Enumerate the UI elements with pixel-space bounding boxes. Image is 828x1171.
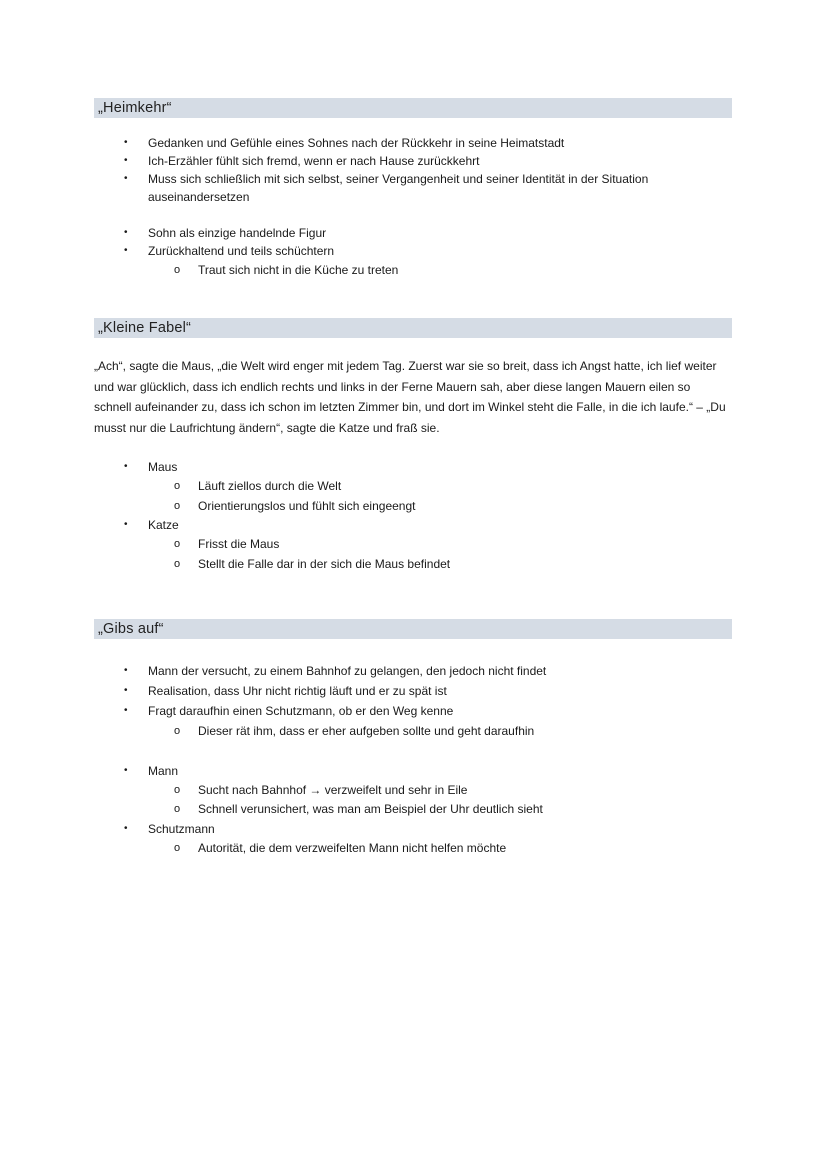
list-item	[94, 134, 732, 152]
list-item	[94, 701, 732, 742]
section-kleine-fabel	[94, 318, 732, 574]
sub-list	[148, 722, 732, 742]
list-item	[94, 516, 732, 574]
sub-list	[148, 781, 732, 820]
list-item-text: Muss sich schließlich mit sich selbst, seiner Vergangenheit und seiner Identität in der Situation auseinandersetzen	[148, 172, 649, 204]
bullet-list	[94, 661, 732, 742]
sub-list	[148, 839, 732, 859]
list-item	[94, 152, 732, 170]
sub-list-item	[148, 722, 732, 742]
sub-list-item	[148, 781, 732, 801]
section-heimkehr	[94, 98, 732, 281]
list-item-text: Realisation, dass Uhr nicht richtig läuft und er zu spät ist	[148, 684, 447, 698]
section-gibs-auf	[94, 619, 732, 858]
section-heading: „Gibs auf“	[94, 619, 732, 639]
sub-list-item-text: Orientierungslos und fühlt sich eingeengt	[198, 498, 416, 513]
sub-list-item-text: Läuft ziellos durch die Welt	[198, 479, 342, 493]
circle-bullet-icon: o	[174, 538, 181, 550]
bullet-icon: •	[124, 685, 128, 696]
sub-list-item-text: Sucht nach Bahnhof → verzweifelt und sehr in Eile	[198, 782, 468, 797]
list-item-text: Katze	[148, 518, 179, 532]
list-item	[94, 820, 732, 859]
circle-bullet-icon: o	[174, 499, 181, 512]
bullet-list	[94, 762, 732, 859]
sub-list	[148, 535, 732, 574]
sub-list-item-text: Traut sich nicht in die Küche zu treten	[198, 263, 399, 277]
section-heading: „Heimkehr“	[94, 98, 732, 118]
list-item	[94, 762, 732, 820]
list-item-text: Gedanken und Gefühle eines Sohnes nach der Rückkehr in seine Heimatstadt	[148, 136, 565, 150]
bullet-icon: •	[124, 245, 128, 256]
circle-bullet-icon: o	[174, 783, 181, 796]
list-item-text: Schutzmann	[148, 821, 215, 836]
list-item-text: Fragt daraufhin einen Schutzmann, ob er den Weg kenne	[148, 704, 454, 718]
sub-list-item-text: Stellt die Falle dar in der sich die Maus befindet	[198, 556, 451, 571]
bullet-icon: •	[124, 137, 128, 148]
circle-bullet-icon: o	[174, 480, 181, 492]
circle-bullet-icon: o	[174, 557, 181, 570]
bullet-icon: •	[124, 764, 128, 776]
circle-bullet-icon: o	[174, 803, 181, 815]
list-item-text: Sohn als einzige handelnde Figur	[148, 226, 327, 240]
bullet-list	[94, 134, 732, 206]
sub-list-item	[148, 839, 732, 859]
bullet-icon: •	[124, 227, 128, 238]
sub-list-item	[148, 555, 732, 575]
bullet-icon: •	[124, 461, 128, 472]
sub-list-item	[148, 477, 732, 497]
sub-list	[148, 477, 732, 516]
list-item	[94, 458, 732, 516]
list-item-text: Ich-Erzähler fühlt sich fremd, wenn er nach Hause zurückkehrt	[148, 154, 480, 168]
sub-list-item-text: Schnell verunsichert, was man am Beispiel der Uhr deutlich sieht	[198, 802, 543, 816]
list-item-text: Maus	[148, 460, 178, 474]
list-item	[94, 661, 732, 681]
list-item	[94, 681, 732, 701]
list-item-text: Mann	[148, 763, 179, 778]
bullet-icon: •	[124, 173, 128, 184]
bullet-list	[94, 224, 732, 281]
bullet-icon: •	[124, 705, 128, 716]
bullet-icon: •	[124, 519, 128, 530]
bullet-icon: •	[124, 822, 128, 834]
sub-list-item-text: Dieser rät ihm, dass er eher aufgeben sollte und geht daraufhin	[198, 724, 535, 738]
list-item	[94, 242, 732, 281]
section-heading: „Kleine Fabel“	[94, 318, 732, 338]
bullet-icon: •	[124, 665, 128, 676]
sub-list-item	[148, 800, 732, 820]
bullet-list	[94, 458, 732, 574]
sub-list-item-text: Autorität, die dem verzweifelten Mann nicht helfen möchte	[198, 840, 507, 855]
fable-quote-paragraph: „Ach“, sagte die Maus, „die Welt wird enger mit jedem Tag. Zuerst war sie so breit, dass ich Angst hatte, ich lief weiter und war glücklich, dass ich endlich rechts und links in der Ferne Mauern sah, aber diese langen Mauern eilen so schnell aufeinander zu, dass ich schon im letzten Zimmer bin, und dort im Winkel steht die Falle, in die ich laufe.“ – „Du musst nur die Laufrichtung ändern“, sagte die Katze und fraß sie.	[94, 359, 726, 435]
list-item	[94, 170, 732, 206]
sub-list-item-text: Frisst die Maus	[198, 537, 280, 551]
list-item	[94, 224, 732, 242]
sub-list-item	[148, 261, 732, 281]
circle-bullet-icon: o	[174, 725, 181, 737]
sub-list	[148, 261, 732, 281]
list-item-text: Mann der versucht, zu einem Bahnhof zu gelangen, den jedoch nicht findet	[148, 664, 547, 678]
circle-bullet-icon: o	[174, 841, 181, 854]
circle-bullet-icon: o	[174, 264, 181, 276]
list-item-text: Zurückhaltend und teils schüchtern	[148, 244, 335, 258]
sub-list-item	[148, 535, 732, 555]
sub-list-item	[148, 497, 732, 517]
bullet-icon: •	[124, 155, 128, 166]
